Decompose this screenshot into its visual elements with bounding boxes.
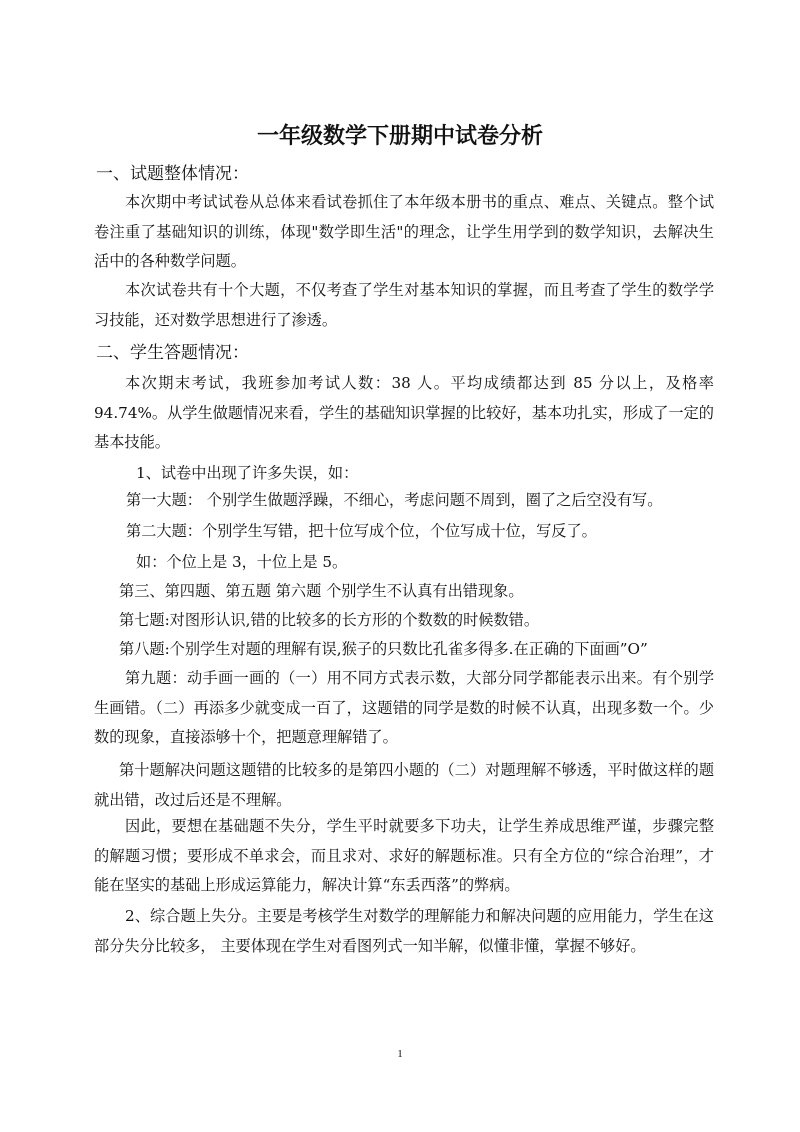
document-title: 一年级数学下册期中试卷分析 — [256, 124, 543, 149]
question-8-analysis: 第八题:个别学生对题的理解有误,猴子的只数比孔雀多得多.在正确的下面画”O” — [119, 640, 648, 658]
list-item-mistakes: 1、试卷中出现了许多失误，如： — [136, 464, 359, 482]
question-10-analysis: 第十题解决问题这题错的比较多的是第四小题的（二）对题理解不够透，平时做这样的题就出错，改过后还是不理解。 — [94, 761, 714, 809]
page-number: 1 — [397, 1048, 403, 1060]
paragraph-answers-1: 本次期末考试，我班参加考试人数：38 人。平均成绩都达到 85 分以上，及格率 94.74%。从学生做题情况来看，学生的基础知识掌握的比较好，基本功扎实，形成了一定的基本技能。 — [94, 374, 714, 451]
question-2-analysis: 第二大题：个别学生写错，把十位写成个位，个位写成十位，写反了。 — [126, 522, 597, 540]
section-heading-answers: 二、学生答题情况： — [96, 343, 249, 363]
paragraph-overall-1: 本次期中考试试卷从总体来看试卷抓住了本年级本册书的重点、难点、关键点。整个试卷注重了基础知识的训练，体现"数学即生活"的理念，让学生用学到的数学知识，去解决生活中的各种数学问题。 — [94, 193, 714, 270]
question-3-6-analysis: 第三、第四题、第五题 第六题 个别学生不认真有出错现象。 — [119, 582, 524, 600]
question-9-analysis: 第九题：动手画一画的（一）用不同方式表示数，大部分同学都能表示出来。有个别学生画错。（二）再添多少就变成一百了，这题错的同学是数的时候不认真，出现多数一个。少数的现象，直接添够十个，把题意理解错了。 — [94, 669, 714, 746]
question-7-analysis: 第七题:对图形认识,错的比较多的长方形的个数数的时候数错。 — [119, 611, 540, 629]
question-2-example: 如：个位上是 3，十位上是 5。 — [136, 553, 348, 571]
question-1-analysis: 第一大题： 个别学生做题浮躁，不细心，考虑问题不周到，圈了之后空没有写。 — [126, 491, 663, 509]
list-item-comprehensive: 2、综合题上失分。主要是考核学生对数学的理解能力和解决问题的应用能力，学生在这部分失分比较多， 主要体现在学生对看图列式一知半解，似懂非懂，掌握不够好。 — [94, 907, 714, 955]
section-heading-overall: 一、试题整体情况： — [96, 164, 249, 184]
paragraph-conclusion: 因此，要想在基础题不失分，学生平时就要多下功夫，让学生养成思维严谨，步骤完整的解题习惯；要形成不单求会，而且求对、求好的解题标准。只有全方位的“综合治理”，才能在坚实的基础上形成运算能力，解决计算“东丢西落”的弊病。 — [94, 817, 714, 894]
paragraph-overall-2: 本次试卷共有十个大题，不仅考查了学生对基本知识的掌握，而且考查了学生的数学学习技能，还对数学思想进行了渗透。 — [94, 281, 714, 329]
